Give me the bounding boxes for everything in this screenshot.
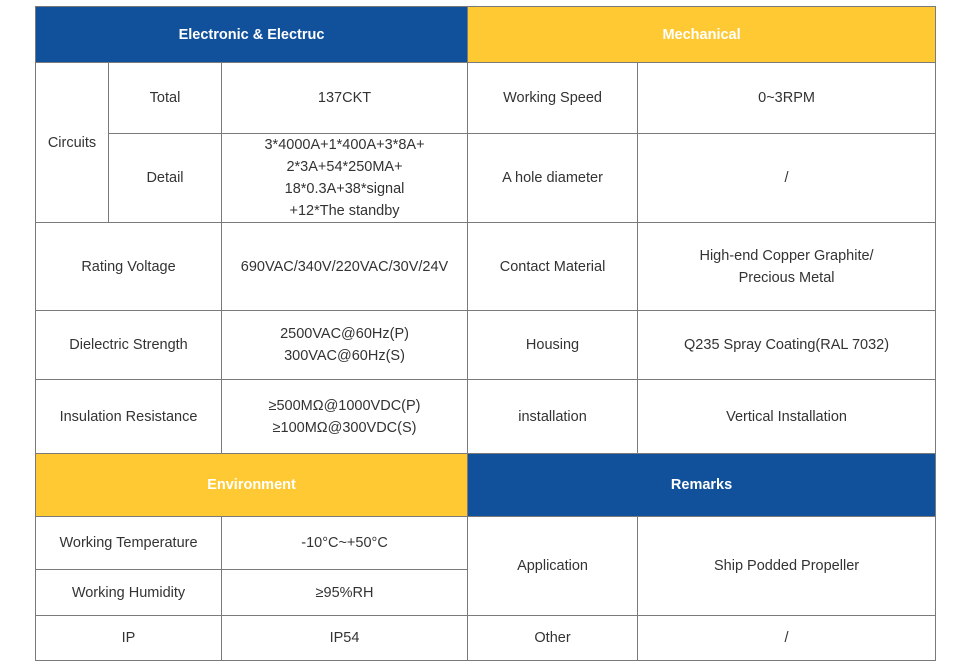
housing-value: Q235 Spray Coating(RAL 7032) [638, 311, 936, 380]
other-label: Other [468, 616, 638, 661]
housing-label: Housing [468, 311, 638, 380]
header-environment: Environment [36, 454, 468, 517]
insulation-line: ≥100MΩ@300VDC(S) [272, 419, 417, 436]
detail-label: Detail [109, 134, 222, 223]
detail-line: +12*The standby [289, 203, 400, 219]
rating-voltage-label: Rating Voltage [36, 223, 222, 311]
detail-line: 2*3A+54*250MA+ [286, 159, 403, 175]
contact-material-label: Contact Material [468, 223, 638, 311]
dielectric-value [222, 311, 468, 380]
detail-line: 3*4000A+1*400A+3*8A+ [264, 137, 425, 153]
application-label: Application [468, 517, 638, 616]
working-speed-value: 0~3RPM [638, 63, 936, 134]
insulation-line: ≥500MΩ@1000VDC(P) [268, 397, 421, 414]
contact-line: Precious Metal [738, 269, 835, 286]
spec-table [35, 6, 936, 661]
contact-material-value [638, 223, 936, 311]
dielectric-label: Dielectric Strength [36, 311, 222, 380]
hole-diameter-label: A hole diameter [468, 134, 638, 223]
hole-diameter-value: / [638, 134, 936, 223]
application-value: Ship Podded Propeller [638, 517, 936, 616]
insulation-label: Insulation Resistance [36, 380, 222, 454]
installation-value: Vertical Installation [638, 380, 936, 454]
dielectric-line: 300VAC@60Hz(S) [284, 348, 405, 364]
working-humidity-value: ≥95%RH [222, 570, 468, 616]
dielectric-line: 2500VAC@60Hz(P) [280, 326, 409, 342]
working-speed-label: Working Speed [468, 63, 638, 134]
header-mechanical: Mechanical [468, 7, 936, 63]
working-humidity-label: Working Humidity [36, 570, 222, 616]
working-temperature-label: Working Temperature [36, 517, 222, 570]
installation-label: installation [468, 380, 638, 454]
other-value: / [638, 616, 936, 661]
ip-label: IP [36, 616, 222, 661]
total-value: 137CKT [222, 63, 468, 134]
ip-value: IP54 [222, 616, 468, 661]
rating-voltage-value: 690VAC/340V/220VAC/30V/24V [222, 223, 468, 311]
total-label: Total [109, 63, 222, 134]
detail-line: 18*0.3A+38*signal [284, 181, 405, 197]
circuits-label: Circuits [36, 63, 109, 223]
header-remarks: Remarks [468, 454, 936, 517]
insulation-value [222, 380, 468, 454]
contact-line: High-end Copper Graphite/ [699, 247, 874, 264]
working-temperature-value: -10°C~+50°C [222, 517, 468, 570]
header-electronic: Electronic & Electruc [36, 7, 468, 63]
detail-value [222, 134, 468, 223]
